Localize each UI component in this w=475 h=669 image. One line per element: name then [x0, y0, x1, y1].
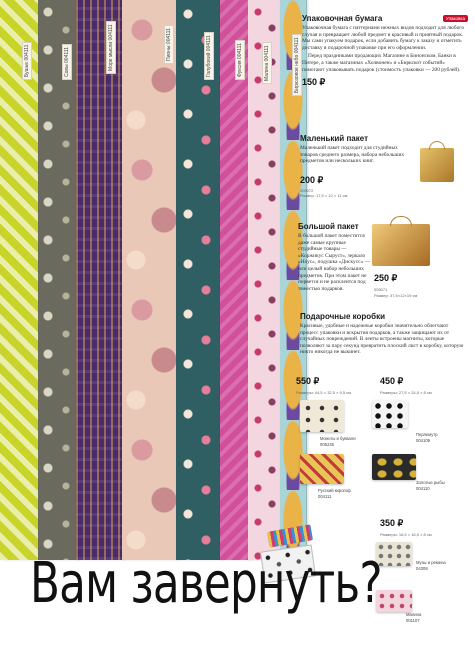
big-bag-title: Большой пакет	[298, 222, 359, 231]
box-medium-price: 450 ₽	[380, 376, 404, 386]
box-music-label: Музы и ремена	[416, 560, 446, 565]
box-pink-code: 001107	[406, 618, 420, 623]
small-bag-section	[300, 134, 410, 198]
wrapping-text-2: Перед праздниками продающих Магазине в Бинонском, Банки в Питере, а также магазинах «Холвонен» и «Биркскот событий» помогают упаковывать подарок (стоимость упаковки — 200 рублей).	[302, 53, 461, 73]
box-pearl-label: Перлемутр	[416, 432, 438, 437]
small-bag-code: 005072	[300, 187, 314, 193]
big-bag-price: 250 ₽	[374, 273, 398, 283]
roll-tag: Малина 004111	[262, 42, 272, 84]
big-bag-section	[298, 222, 370, 292]
boxes-text: Красивые, удобные и надежные коробки значительно облегчают процесс упаковки и вскрытия подарков, а также защищают их от случайных повреждений. В ленты встроены магниты, которые позволяют за пару секунд превратить плоский лист в коробку, которую никто никогда не выкинет.	[300, 323, 464, 356]
small-bag-title: Маленький пакет	[300, 134, 368, 143]
big-bag-text: В большой пакет поместится даже самые крупные студийные товары — «Коржикус Сыруст», зеркало «Ноус», подушка «Дискусс» — или целый набор небольших предметов. При этом пакет не порвется и не расклеится под тяжестью подарков.	[298, 233, 370, 292]
box-russian-label: Русский кирогоф	[318, 488, 351, 493]
roll-tag: Бушье 004111	[22, 42, 32, 80]
wrapping-title: Упаковочная бумага	[302, 14, 383, 23]
paper-roll-lime	[0, 0, 41, 560]
boxes-section	[300, 312, 466, 356]
wrapping-text: Упаковочная бумага с паттернами нежных видов подходит для любого случая и превращает любой предмет в красивый и приятный подарок. Мы сами упакуем подарок, если добавить бумагу к заказу и отметить доставку в подарочной упаковке при его оформлении.	[302, 25, 465, 51]
box-large-price: 550 ₽	[296, 376, 320, 386]
small-bag-image	[420, 148, 454, 182]
box-pink-label: Малина	[406, 612, 422, 617]
roll-tag: Фуксия 004111	[235, 40, 245, 80]
small-bag-size: Размер: 17,5 × 12 × 11 см	[300, 192, 348, 198]
paper-roll-fuchsia	[220, 0, 251, 560]
boxes-title: Подарочные коробки	[300, 312, 386, 321]
paper-roll-owls	[38, 0, 79, 560]
box-small-price: 350 ₽	[380, 518, 404, 528]
paper-roll-teal	[176, 0, 223, 560]
category-badge: Упаковка	[443, 15, 468, 22]
box-russian-code: 004111	[318, 494, 332, 499]
big-bag-image	[372, 224, 430, 266]
box-monkeys-code: 005245	[320, 442, 334, 447]
box-goldfish-image	[372, 454, 416, 480]
box-large-size: Размеры: 44,5 × 32,5 × 9,5 см	[296, 390, 351, 395]
box-medium-size: Размеры: 27,5 × 24,5 × 8 см	[380, 390, 432, 395]
small-bag-text: Маленький пакет подходит для студийных товаров среднего размера, набора небольших предметов или нескольких книг.	[300, 145, 405, 165]
box-goldfish-label: Золотые рыбы	[416, 480, 445, 485]
big-bag-code: 005071	[374, 287, 388, 292]
roll-tag: Голубовий 004111	[204, 32, 214, 80]
box-goldfish-code: 004110	[416, 486, 430, 491]
roll-tag: Пионы 004111	[164, 25, 174, 64]
wrapping-price: 150 ₽	[302, 77, 326, 88]
roll-tag: Море мысли 004111	[106, 21, 116, 74]
page-headline: Вам завернуть?	[30, 551, 382, 616]
paper-roll-pink-floral	[248, 0, 283, 560]
product-column	[302, 14, 468, 88]
box-monkeys-image	[300, 400, 344, 432]
paper-roll-peonies	[122, 0, 179, 560]
box-russian-image	[300, 454, 344, 484]
box-pearl-code: 004109	[416, 438, 430, 443]
box-small-size: Размеры: 16,5 × 16,5 × 8 см	[380, 532, 432, 537]
roll-tag: Совы 004111	[62, 44, 72, 80]
paper-roll-purple	[76, 0, 125, 560]
big-bag-size: Размер: 37,5×12×19 см	[374, 293, 418, 298]
box-music-code: 04308	[416, 566, 428, 571]
small-bag-price: 200 ₽	[300, 174, 324, 185]
box-pearl-image	[372, 400, 408, 428]
box-monkeys-label: Моноты и буквали	[320, 436, 356, 441]
wrapping-section	[302, 14, 468, 88]
roll-tag: Бирюзовое небо 004111	[292, 34, 302, 96]
